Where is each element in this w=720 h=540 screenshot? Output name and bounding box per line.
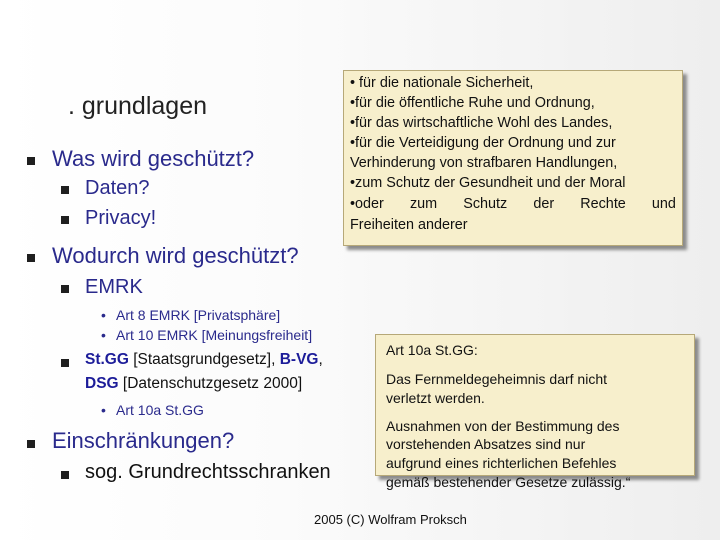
square-bullet-icon xyxy=(27,157,35,165)
item-art10-emrk xyxy=(116,327,312,343)
square-bullet-icon xyxy=(61,285,69,293)
slide-title: . grundlagen xyxy=(68,92,208,120)
item-art8-emrk xyxy=(116,307,280,323)
footer-copyright: 2005 (C) Wolfram Proksch xyxy=(314,512,467,527)
item-dsg xyxy=(85,375,302,393)
item-art10a-stgg: Art 10a St.GG xyxy=(116,402,204,418)
art10-label: Art 10 EMRK [Meinungsfreiheit] xyxy=(116,327,313,343)
box-text-line: vorstehenden Absatzes sind nur xyxy=(386,436,586,452)
grounds-line: •für das wirtschaftliche Wohl des Landes, xyxy=(350,115,613,131)
grounds-line-justified xyxy=(350,194,676,214)
square-bullet-icon xyxy=(61,359,69,367)
bvg-abbr: B-VG xyxy=(279,351,319,368)
restriction-grounds-box xyxy=(343,70,683,246)
item-daten: Daten? xyxy=(85,177,150,199)
stgg-abbr: St.GG xyxy=(85,351,129,368)
grounds-line: • für die nationale Sicherheit, xyxy=(350,75,534,91)
word: Schutz xyxy=(463,196,508,212)
dot-bullet-icon: • xyxy=(101,402,106,418)
box-text-line: gemäß bestehender Gesetze zulässig.“ xyxy=(386,474,631,490)
box-heading: Art 10a St.GG: xyxy=(386,342,478,358)
square-bullet-icon xyxy=(61,216,69,224)
dsg-text: [Datenschutzgesetz 2000] xyxy=(118,375,303,392)
word: •oder xyxy=(350,196,384,212)
grounds-line: •für die Verteidigung der Ordnung und zur xyxy=(350,135,616,151)
item-privacy: Privacy! xyxy=(85,207,157,229)
stgg-text: [Staatsgrundgesetz], xyxy=(128,351,280,368)
art10a-stgg-box xyxy=(375,334,695,490)
square-bullet-icon xyxy=(27,440,35,448)
question-restrictions: Einschränkungen? xyxy=(52,428,235,453)
grounds-line: Freiheiten anderer xyxy=(350,217,468,233)
dot-bullet-icon: • xyxy=(101,327,106,343)
word: der xyxy=(533,196,555,212)
art8-label: Art 8 EMRK [Privatsphäre] xyxy=(116,307,281,323)
comma: , xyxy=(318,351,323,368)
word: und xyxy=(651,196,676,212)
item-emrk: EMRK xyxy=(85,276,143,298)
box-text-line: verletzt werden. xyxy=(386,390,485,406)
grounds-line: Verhinderung von strafbaren Handlungen, xyxy=(350,155,618,171)
square-bullet-icon xyxy=(61,471,69,479)
item-stgg-bvg xyxy=(85,351,323,369)
grounds-line: •zum Schutz der Gesundheit und der Moral xyxy=(350,175,626,191)
dsg-abbr: DSG xyxy=(85,375,119,392)
item-grundrechtsschranken: sog. Grundrechtsschranken xyxy=(85,461,331,483)
square-bullet-icon xyxy=(61,186,69,194)
dot-bullet-icon: • xyxy=(101,307,106,323)
question-how-protected: Wodurch wird geschützt? xyxy=(52,243,299,268)
word: Rechte xyxy=(580,196,626,212)
question-what-protected: Was wird geschützt? xyxy=(52,146,255,171)
box-text-line: Ausnahmen von der Bestimmung des xyxy=(386,418,620,434)
word: zum xyxy=(409,196,438,212)
box-text-line: Das Fernmeldegeheimnis darf nicht xyxy=(386,371,607,387)
grounds-line: •für die öffentliche Ruhe und Ordnung, xyxy=(350,95,595,111)
box-text-line: aufgrund eines richterlichen Befehles xyxy=(386,455,617,471)
square-bullet-icon xyxy=(27,254,35,262)
